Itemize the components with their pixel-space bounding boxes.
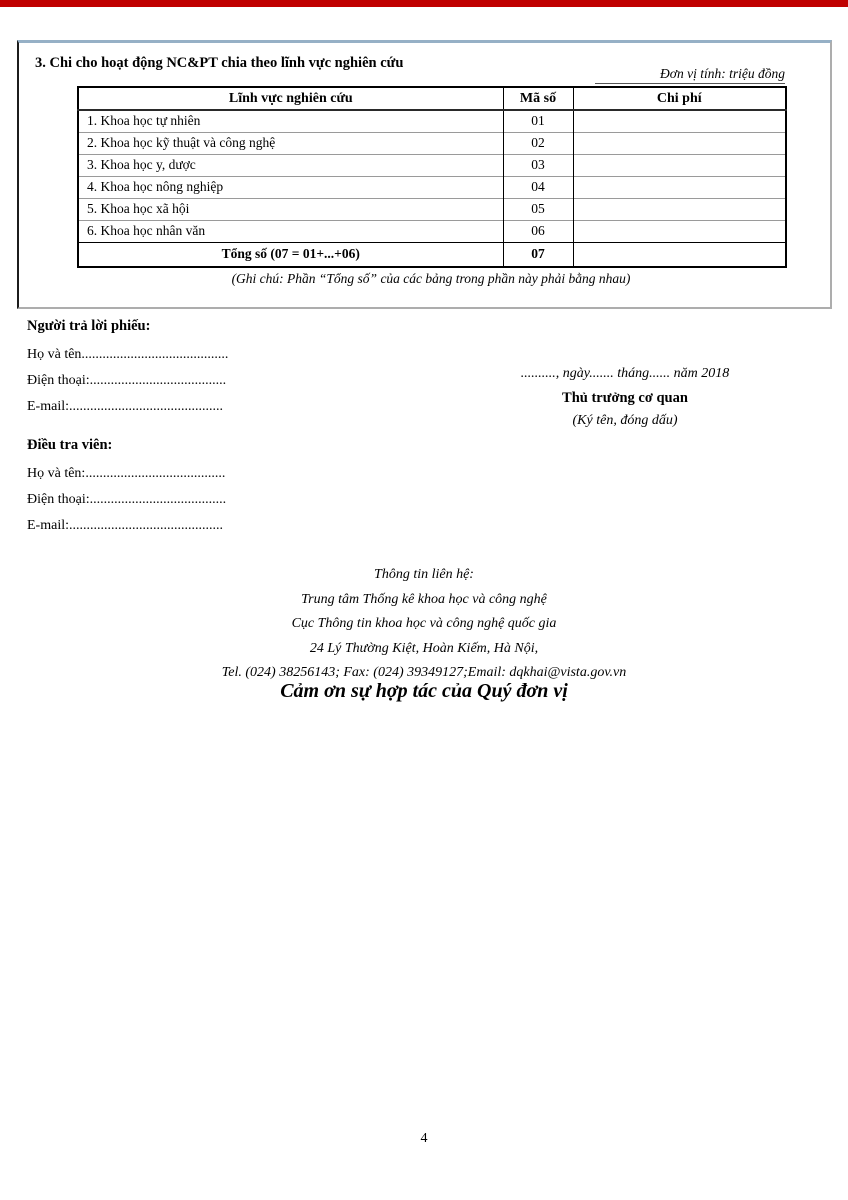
signature-block xyxy=(430,366,820,429)
surveyor-heading: Điều tra viên: xyxy=(27,437,113,453)
respondent-email-line: E-mail:............................................ xyxy=(27,399,223,414)
field-code: 05 xyxy=(503,198,573,220)
surveyor-name-line: Họ và tên:........................................ xyxy=(27,466,226,481)
cost-cell xyxy=(573,220,786,242)
signature-note: (Ký tên, đóng dấu) xyxy=(572,413,678,428)
signature-date-line: .........., ngày....... tháng...... năm 2018 xyxy=(520,366,730,381)
respondent-name-line: Họ và tên.......................................... xyxy=(27,347,229,362)
section-3-box xyxy=(17,40,832,309)
table-row xyxy=(78,132,786,154)
surveyor-block xyxy=(27,437,226,539)
cost-cell xyxy=(573,198,786,220)
table-row xyxy=(78,198,786,220)
unit-note: Đơn vị tính: triệu đồng xyxy=(595,66,785,84)
field-code: 06 xyxy=(503,220,573,242)
page-number: 4 xyxy=(420,1131,428,1146)
signature-title: Thủ trưởng cơ quan xyxy=(562,390,688,406)
table-row xyxy=(78,220,786,242)
surveyor-email-line: E-mail:............................................ xyxy=(27,518,223,533)
contact-agency-name: Cục Thông tin khoa học và công nghệ quốc gia xyxy=(291,616,557,631)
surveyor-phone-line: Điện thoại:....................................... xyxy=(27,492,227,507)
field-label: 1. Khoa học tự nhiên xyxy=(78,110,503,132)
field-label: 3. Khoa học y, dược xyxy=(78,154,503,176)
field-label: 2. Khoa học kỹ thuật và công nghệ xyxy=(78,132,503,154)
cost-cell xyxy=(573,154,786,176)
contact-heading: Thông tin liên hệ: xyxy=(374,567,474,582)
total-code: 07 xyxy=(503,242,573,267)
contact-center-name: Trung tâm Thống kê khoa học và công nghệ xyxy=(301,591,547,607)
col-header-cost: Chi phí xyxy=(573,87,786,110)
section-title: 3. Chi cho hoạt động NC&PT chia theo lĩnh vực nghiên cứu xyxy=(35,55,404,71)
cost-cell xyxy=(573,110,786,132)
table-row xyxy=(78,154,786,176)
field-label: 5. Khoa học xã hội xyxy=(78,198,503,220)
field-code: 03 xyxy=(503,154,573,176)
field-code: 04 xyxy=(503,176,573,198)
contact-info-block xyxy=(0,563,848,686)
col-header-code: Mã số xyxy=(503,87,573,110)
total-label: Tổng số (07 = 01+...+06) xyxy=(78,242,503,267)
top-red-bar xyxy=(0,0,848,7)
research-field-expense-table xyxy=(77,86,787,268)
cost-cell xyxy=(573,132,786,154)
contact-tel-fax-email: Tel. (024) 38256143; Fax: (024) 39349127;Email: dqkhai@vista.gov.vn xyxy=(221,665,627,680)
table-header-row xyxy=(78,87,786,110)
respondent-heading: Người trả lời phiếu: xyxy=(27,318,151,334)
total-row xyxy=(78,242,786,267)
field-code: 01 xyxy=(503,110,573,132)
table-note: (Ghi chú: Phần “Tổng số” của các bảng trong phần này phải bằng nhau) xyxy=(231,271,631,286)
cost-cell xyxy=(573,176,786,198)
table-row xyxy=(78,110,786,132)
unit-note-row xyxy=(77,65,785,84)
contact-address: 24 Lý Thường Kiệt, Hoàn Kiếm, Hà Nội, xyxy=(309,640,539,656)
field-code: 02 xyxy=(503,132,573,154)
respondent-phone-line: Điện thoại:....................................... xyxy=(27,373,227,388)
thank-you-line: Cảm ơn sự hợp tác của Quý đơn vị xyxy=(280,680,568,702)
table-row xyxy=(78,176,786,198)
respondent-block xyxy=(27,318,228,420)
field-label: 4. Khoa học nông nghiệp xyxy=(78,176,503,198)
total-cost-cell xyxy=(573,242,786,267)
col-header-field: Lĩnh vực nghiên cứu xyxy=(78,87,503,110)
field-label: 6. Khoa học nhân văn xyxy=(78,220,503,242)
